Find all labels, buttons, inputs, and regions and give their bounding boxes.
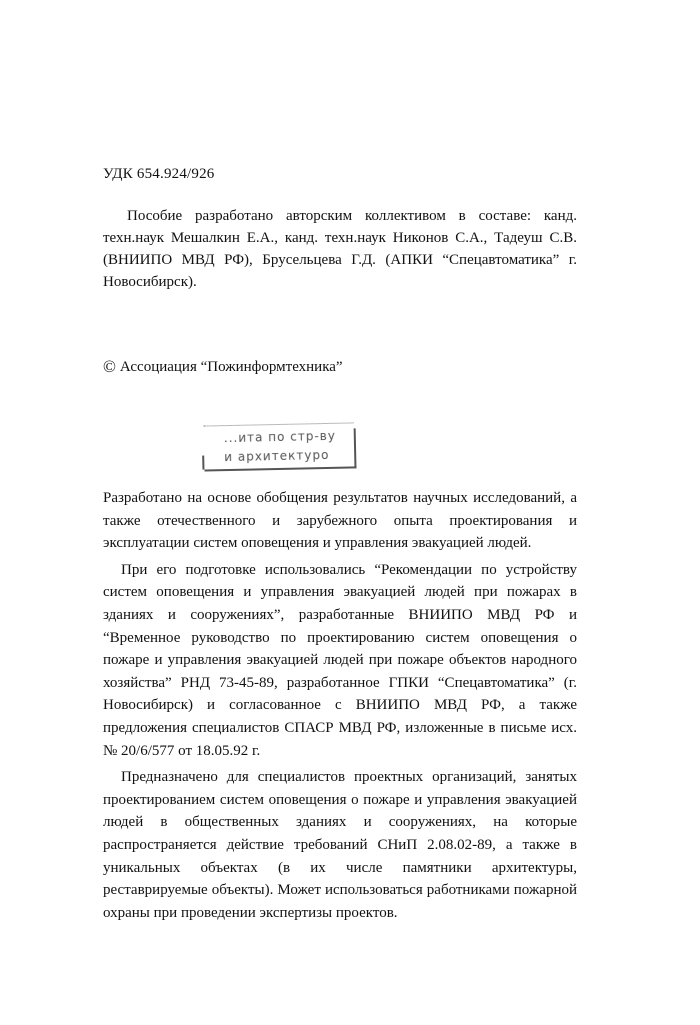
- main-text: [103, 487, 577, 928]
- authors-paragraph: Пособие разработано авторским коллективом в составе: канд. техн.наук Мешалкин Е.А., канд. техн.наук Никонов С.А., Тадеуш С.В. (ВНИИПО МВД РФ), Брусельцева Г.Д. (АПКИ “Спецавтоматика” г. Новосибирск).: [103, 208, 577, 290]
- stamp-frame-top: [204, 422, 354, 426]
- stamp-frame-bottom: [204, 466, 356, 471]
- copyright-text: Ассоциация “Пожинформтехника”: [119, 358, 343, 375]
- authors-block: [103, 205, 577, 293]
- stamp-frame-right: [354, 428, 357, 468]
- copyright-line: [103, 357, 343, 377]
- paragraph-sources: При его подготовке использовались “Рекомендации по устройству систем оповещения и управления эвакуацией людей при пожарах в зданиях и сооружениях”, разработанные ВНИИПО МВД РФ и “Временное руководство по проектированию систем оповещения о пожаре и управления эвакуацией людей при пожаре объектов народного хозяйства” РНД 73-45-89, разработанное ГПКИ “Спецавтоматика” (г. Новосибирск) и согласованное с ВНИИПО МВД РФ, а также предложения специалистов СПАСР МВД РФ, изложенные в письме исх. № 20/6/577 от 18.05.92 г.: [103, 561, 577, 759]
- paragraph-purpose: Предназначено для специалистов проектных организаций, занятых проектированием систем оповещения о пожаре и управления эвакуацией людей в общественных зданиях и сооружениях, на которые распространяется действие требований СНиП 2.08.02-89, а также в уникальных объектах (в их числе памятники архитектуры, реставрируемые объекты). Может использоваться работниками пожарной охраны при проведении экспертизы проектов.: [103, 769, 577, 921]
- stamp-line-1: ...ита по стр-ву: [223, 428, 337, 446]
- udk-code: УДК 654.924/926: [103, 166, 215, 182]
- stamp-line-2: и архитектуро: [224, 447, 330, 465]
- stamp-frame-left: [202, 456, 204, 470]
- copyright-symbol: ©: [103, 357, 116, 376]
- library-stamp: [197, 418, 358, 473]
- paragraph-basis: Разработано на основе обобщения результатов научных исследований, а также отечественного и зарубежного опыта проектирования и эксплуатации систем оповещения и управления эвакуацией людей.: [103, 490, 577, 552]
